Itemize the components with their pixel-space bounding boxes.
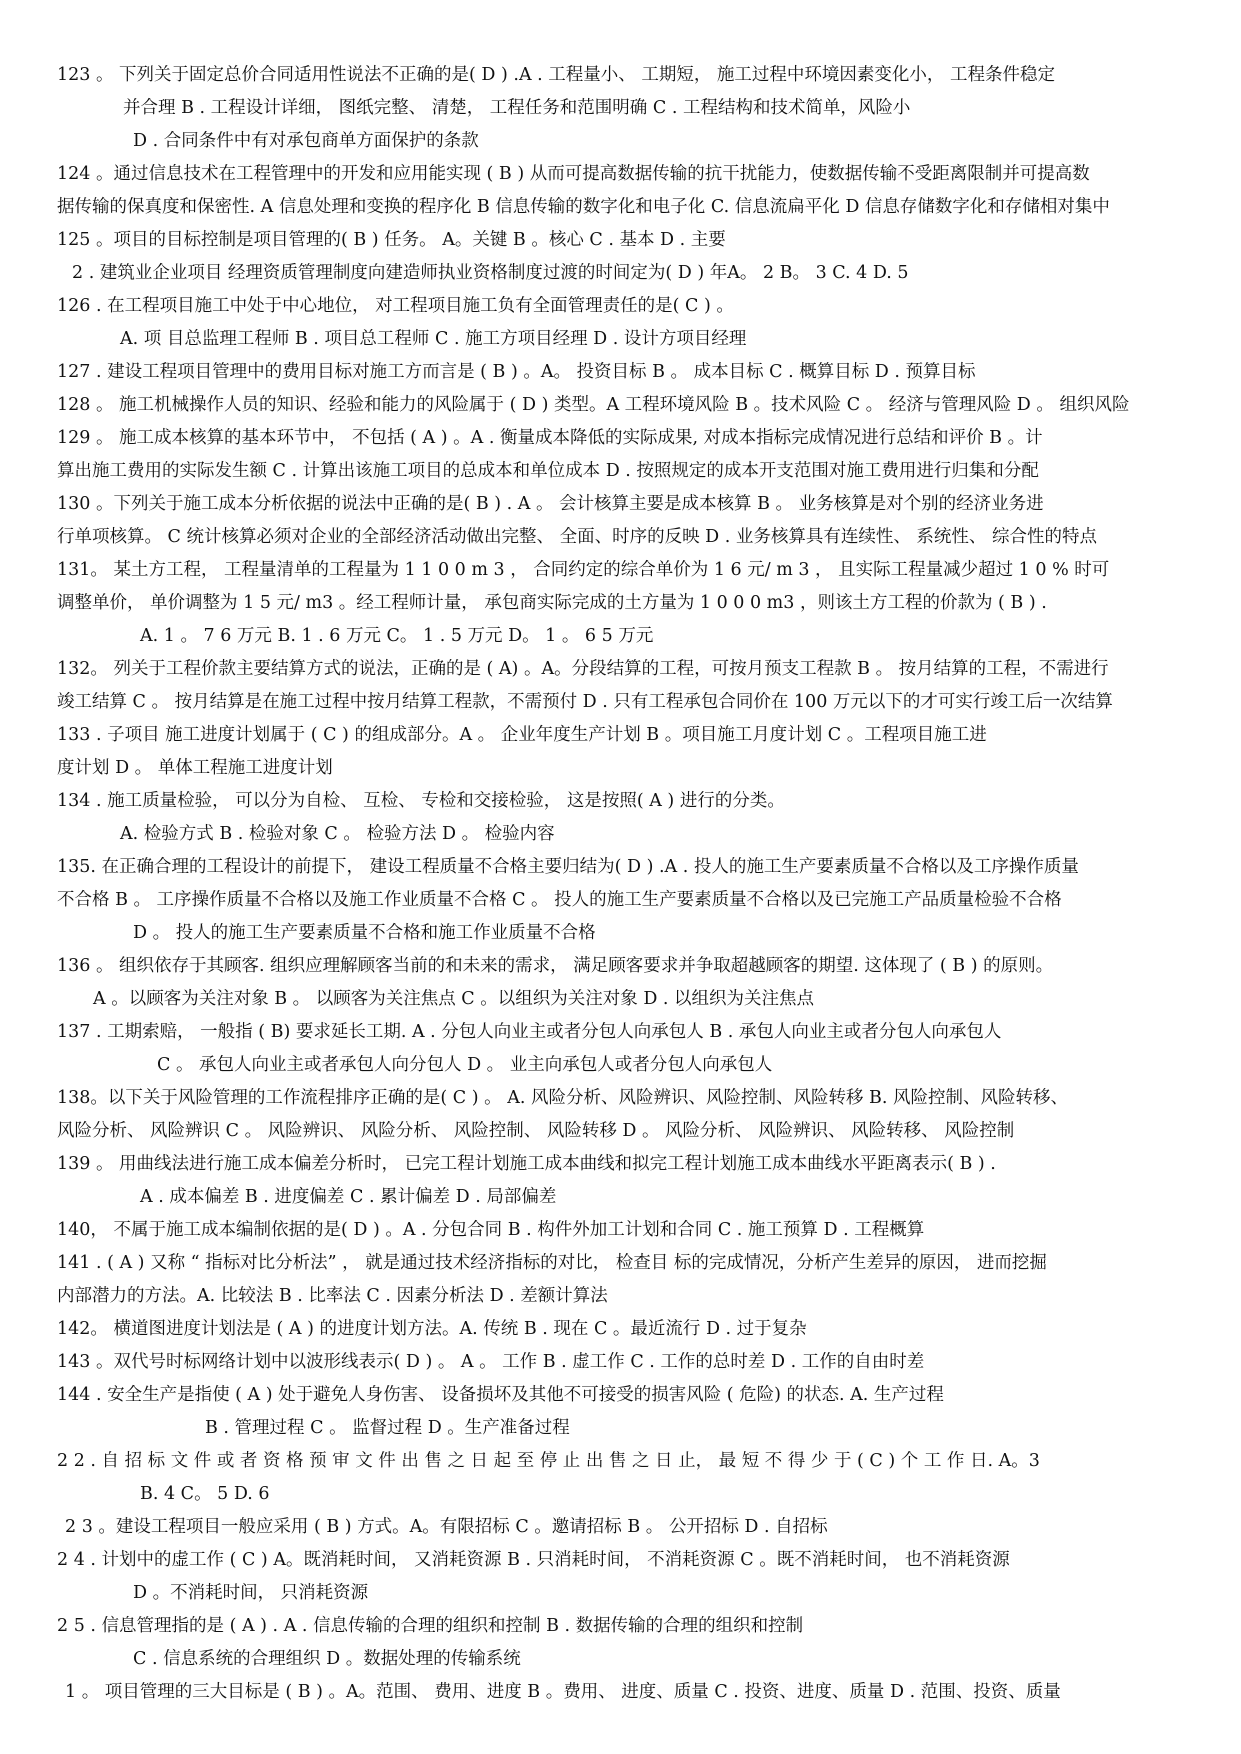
text-line: 140， 不属于施工成本编制依据的是( D ) 。A . 分包合同 B . 构件外加工计划和合同 C . 施工预算 D . 工程概算 xyxy=(57,1220,925,1240)
text-line: 143 。双代号时标网络计划中以波形线表示( D ) 。 A 。 工作 B . 虚工作 C . 工作的总时差 D . 工作的自由时差 xyxy=(57,1352,925,1372)
text-line: 调整单价， 单价调整为 1 5 元/ m3 。经工程师计量， 承包商实际完成的土方量为 1 0 0 0 m3 ，则该土方工程的价款为 ( B ) . xyxy=(57,593,1047,613)
text-line: 竣工结算 C 。 按月结算是在施工过程中按月结算工程款，不需预付 D . 只有工程承包合同价在 100 万元以下的才可实行竣工后一次结算 xyxy=(57,692,1113,712)
text-line: 算出施工费用的实际发生额 C . 计算出该施工项目的总成本和单位成本 D . 按照规定的成本开支范围对施工费用进行归集和分配 xyxy=(57,461,1039,481)
text-line: 2 . 建筑业企业项目 经理资质管理制度向建造师执业资格制度过渡的时间定为( D ) 年A。 2 B。 3 C. 4 D. 5 xyxy=(72,263,909,283)
text-line: 129 。 施工成本核算的基本环节中， 不包括 ( A ) 。A . 衡量成本降低的实际成果, 对成本指标完成情况进行总结和评价 B 。计 xyxy=(57,428,1043,448)
text-line: 136 。 组织依存于其顾客. 组织应理解顾客当前的和未来的需求， 满足顾客要求并争取超越顾客的期望. 这体现了 ( B ) 的原则。 xyxy=(57,956,1054,976)
text-line: A. 1 。 7 6 万元 B. 1 . 6 万元 C。 1 . 5 万元 D。 1 。 6 5 万元 xyxy=(140,626,654,646)
text-line: 142。 横道图进度计划法是 ( A ) 的进度计划方法。A. 传统 B . 现在 C 。最近流行 D . 过于复杂 xyxy=(57,1319,807,1339)
text-line: 130 。下列关于施工成本分析依据的说法中正确的是( B ) . A 。 会计核算主要是成本核算 B 。 业务核算是对个别的经济业务进 xyxy=(57,494,1044,514)
text-line: 134 . 施工质量检验， 可以分为自检、 互检、 专检和交接检验， 这是按照( A ) 进行的分类。 xyxy=(57,791,785,811)
text-line: 125 。项目的目标控制是项目管理的( B ) 任务。 A。关键 B 。核心 C . 基本 D . 主要 xyxy=(57,230,726,250)
text-line: A. 项 目总监理工程师 B . 项目总工程师 C . 施工方项目经理 D . 设计方项目经理 xyxy=(120,329,747,349)
text-line: 128 。 施工机械操作人员的知识、经验和能力的风险属于 ( D ) 类型。A 工程环境风险 B 。技术风险 C 。 经济与管理风险 D 。 组织风险 xyxy=(57,395,1130,415)
text-line: 度计划 D 。 单体工程施工进度计划 xyxy=(57,758,333,778)
text-line: 2 4 . 计划中的虚工作 ( C ) A。既消耗时间， 又消耗资源 B . 只消耗时间， 不消耗资源 C 。既不消耗时间， 也不消耗资源 xyxy=(57,1550,1010,1570)
text-line: 127 . 建设工程项目管理中的费用目标对施工方而言是 ( B ) 。A。 投资目标 B 。 成本目标 C . 概算目标 D . 预算目标 xyxy=(57,362,976,382)
text-line: 风险分析、 风险辨识 C 。 风险辨识、 风险分析、 风险控制、 风险转移 D 。 风险分析、 风险辨识、 风险转移、 风险控制 xyxy=(57,1121,1015,1141)
text-line: 2 2 . 自 招 标 文 件 或 者 资 格 预 审 文 件 出 售 之 日 起 至 停 止 出 售 之 日 止， 最 短 不 得 少 于 ( C ) 个 工 作 日. A。3 xyxy=(57,1451,1040,1471)
text-line: 内部潜力的方法。A. 比较法 B . 比率法 C . 因素分析法 D . 差额计算法 xyxy=(57,1286,608,1306)
text-line: A. 检验方式 B . 检验对象 C 。 检验方法 D 。 检验内容 xyxy=(120,824,555,844)
text-line: 139 。 用曲线法进行施工成本偏差分析时， 已完工程计划施工成本曲线和拟完工程计划施工成本曲线水平距离表示( B ) . xyxy=(57,1154,996,1174)
text-line: 不合格 B 。 工序操作质量不合格以及施工作业质量不合格 C 。 投人的施工生产要素质量不合格以及已完施工产品质量检验不合格 xyxy=(57,890,1062,910)
text-line: 135. 在正确合理的工程设计的前提下， 建设工程质量不合格主要归结为( D ) .A . 投人的施工生产要素质量不合格以及工序操作质量 xyxy=(57,857,1079,877)
text-line: 133 . 子项目 施工进度计划属于 ( C ) 的组成部分。A 。 企业年度生产计划 B 。项目施工月度计划 C 。工程项目施工进 xyxy=(57,725,987,745)
text-line: 并合理 B . 工程设计详细， 图纸完整、 清楚， 工程任务和范围明确 C . 工程结构和技术简单，风险小 xyxy=(123,98,911,118)
text-line: 126 . 在工程项目施工中处于中心地位， 对工程项目施工负有全面管理责任的是( C ) 。 xyxy=(57,296,734,316)
text-line: A 。以顾客为关注对象 B 。 以顾客为关注焦点 C 。以组织为关注对象 D . 以组织为关注焦点 xyxy=(93,989,815,1009)
text-line: 2 5 . 信息管理指的是 ( A ) . A . 信息传输的合理的组织和控制 B . 数据传输的合理的组织和控制 xyxy=(57,1616,804,1636)
text-line: 138。以下关于风险管理的工作流程排序正确的是( C ) 。 A. 风险分析、风险辨识、风险控制、风险转移 B. 风险控制、风险转移、 xyxy=(57,1088,1069,1108)
text-line: 1 。 项目管理的三大目标是 ( B ) 。A。范围、 费用、进度 B 。费用、 进度、质量 C . 投资、进度、质量 D . 范围、投资、质量 xyxy=(65,1682,1061,1702)
text-line: 131。 某土方工程， 工程量清单的工程量为 1 1 0 0 m 3 ， 合同约定的综合单价为 1 6 元/ m 3 ， 且实际工程量减少超过 1 0 % 时可 xyxy=(57,560,1110,580)
text-line: B. 4 C。 5 D. 6 xyxy=(140,1484,270,1504)
text-line: 据传输的保真度和保密性. A 信息处理和变换的程序化 B 信息传输的数字化和电子化 C. 信息流扁平化 D 信息存储数字化和存储相对集中 xyxy=(57,197,1110,217)
text-line: B . 管理过程 C 。 监督过程 D 。生产准备过程 xyxy=(205,1418,570,1438)
text-line: 行单项核算。 C 统计核算必须对企业的全部经济活动做出完整、 全面、时序的反映 D . 业务核算具有连续性、 系统性、 综合性的特点 xyxy=(57,527,1097,547)
text-line: 124 。通过信息技术在工程管理中的开发和应用能实现 ( B ) 从而可提高数据传输的抗干扰能力，使数据传输不受距离限制并可提高数 xyxy=(57,164,1090,184)
text-line: C . 信息系统的合理组织 D 。数据处理的传输系统 xyxy=(133,1649,521,1669)
text-line: 144 . 安全生产是指使 ( A ) 处于避免人身伤害、 设备损坏及其他不可接受的损害风险 ( 危险) 的状态. A. 生产过程 xyxy=(57,1385,944,1405)
text-line: 2 3 。建设工程项目一般应采用 ( B ) 方式。A。有限招标 C 。邀请招标 B 。 公开招标 D . 自招标 xyxy=(65,1517,828,1537)
text-line: D . 合同条件中有对承包商单方面保护的条款 xyxy=(133,131,479,151)
text-line: 132。 列关于工程价款主要结算方式的说法，正确的是 ( A) 。A。分段结算的工程，可按月预支工程款 B 。 按月结算的工程，不需进行 xyxy=(57,659,1109,679)
text-line: D 。 投人的施工生产要素质量不合格和施工作业质量不合格 xyxy=(133,923,596,943)
text-line: D 。不消耗时间， 只消耗资源 xyxy=(133,1583,369,1603)
text-line: A . 成本偏差 B . 进度偏差 C . 累计偏差 D . 局部偏差 xyxy=(140,1187,557,1207)
text-line: 137 . 工期索赔， 一般指 ( B) 要求延长工期. A . 分包人向业主或者分包人向承包人 B . 承包人向业主或者分包人向承包人 xyxy=(57,1022,1002,1042)
text-line: C 。 承包人向业主或者承包人向分包人 D 。 业主向承包人或者分包人向承包人 xyxy=(157,1055,773,1075)
text-line: 123 。 下列关于固定总价合同适用性说法不正确的是( D ) .A . 工程量小、 工期短， 施工过程中环境因素变化小， 工程条件稳定 xyxy=(57,65,1055,85)
text-line: 141 . ( A ) 又称 “ 指标对比分析法” ， 就是通过技术经济指标的对比， 检查目 标的完成情况，分析产生差异的原因， 进而挖掘 xyxy=(57,1253,1047,1273)
